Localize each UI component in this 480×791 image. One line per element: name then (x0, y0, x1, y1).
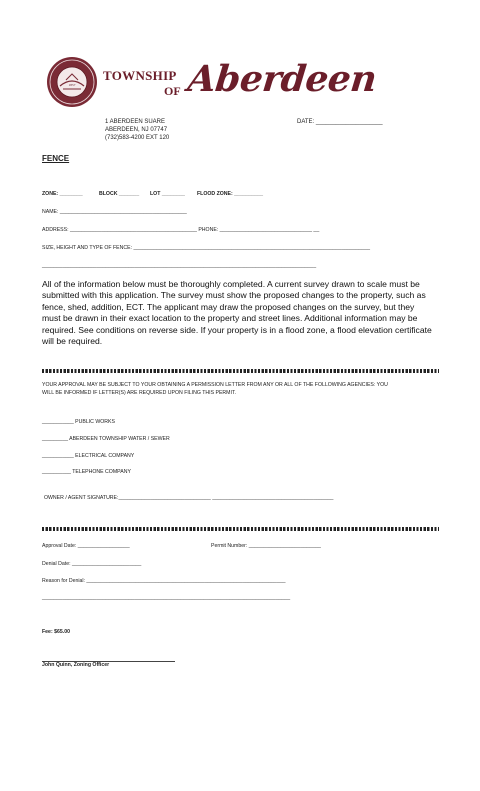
address-line-3: (732)583-4200 EXT 120 (105, 135, 170, 141)
name-field[interactable]: NAME: ____________________________________________ (42, 209, 187, 215)
owner-signature-field[interactable]: OWNER / AGENT SIGNATURE:________________________________ __________________________________________ (44, 495, 334, 501)
approval-notice-line-1: YOUR APPROVAL MAY BE SUBJECT TO YOUR OBTAINING A PERMISSION LETTER FROM ANY OR ALL OF THE FOLLOWING AGENCIES: YOU (42, 382, 388, 388)
permit-number-field[interactable]: Permit Number: _________________________ (211, 543, 321, 549)
denial-reason-line[interactable]: ______________________________________________________________________________________ (42, 595, 291, 601)
date-field[interactable]: DATE: ____________________ (297, 119, 383, 125)
address-line-1: 1 ABERDEEN SUARE (105, 119, 166, 125)
fee-label: Fee: $65.00 (42, 629, 70, 635)
svg-text:1857: 1857 (68, 83, 76, 87)
approval-notice-line-2: WILL BE INFORMED IF LETTER(S) ARE REQUIRED UPON FILING THIS PERMIT. (42, 390, 236, 396)
logo-of-word: OF (164, 84, 181, 98)
fence-extra-line[interactable]: _______________________________________________________________________________________________ (42, 263, 317, 269)
form-title: FENCE (42, 154, 70, 163)
agency-public-works[interactable]: ___________ PUBLIC WORKS (42, 419, 115, 425)
logo-township-word: TOWNSHIP (103, 68, 177, 83)
approval-date-field[interactable]: Approval Date: __________________ (42, 543, 130, 549)
dotted-divider-2 (42, 527, 439, 531)
flood-zone-field[interactable]: FLOOD ZONE: __________ (197, 191, 264, 197)
address-phone-field[interactable]: ADDRESS: ____________________________________________ PHONE: ________________________________ __ (42, 227, 320, 233)
zone-field[interactable]: ZONE: ________ (42, 191, 83, 197)
lot-field[interactable]: LOT ________ (150, 191, 185, 197)
instructions-paragraph: All of the information below must be thoroughly completed. A current survey drawn to scale must be submitted with this application. The survey must show the proposed changes to the property, such as fence, shed, addition, ECT. The applicant may draw the proposed changes on the survey, but they must be drawn in their exact location to the property and street lines. Additional information may be required. See conditions on reverse side. If your property is in a flood zone, a flood elevation certificate will be required. (42, 279, 432, 347)
denial-date-field[interactable]: Denial Date: ________________________ (42, 561, 142, 567)
agency-electrical[interactable]: ___________ ELECTRICAL COMPANY (42, 453, 135, 459)
address-line-2: ABERDEEN, NJ 07747 (105, 127, 168, 133)
fence-size-field[interactable]: SIZE, HEIGHT AND TYPE OF FENCE: __________________________________________________________________________________ (42, 245, 371, 251)
zoning-officer-name: John Quinn, Zoning Officer (42, 662, 110, 668)
block-field[interactable]: BLOCK _______ (99, 191, 140, 197)
agency-telephone[interactable]: __________ TELEPHONE COMPANY (42, 469, 131, 475)
dotted-divider-1 (42, 369, 439, 373)
logo-aberdeen-word: Aberdeen (185, 58, 379, 100)
township-seal-logo (46, 56, 98, 108)
denial-reason-field[interactable]: Reason for Denial: _____________________________________________________________________ (42, 578, 286, 584)
agency-water-sewer[interactable]: _________ ABERDEEN TOWNSHIP WATER / SEWER (42, 436, 170, 442)
